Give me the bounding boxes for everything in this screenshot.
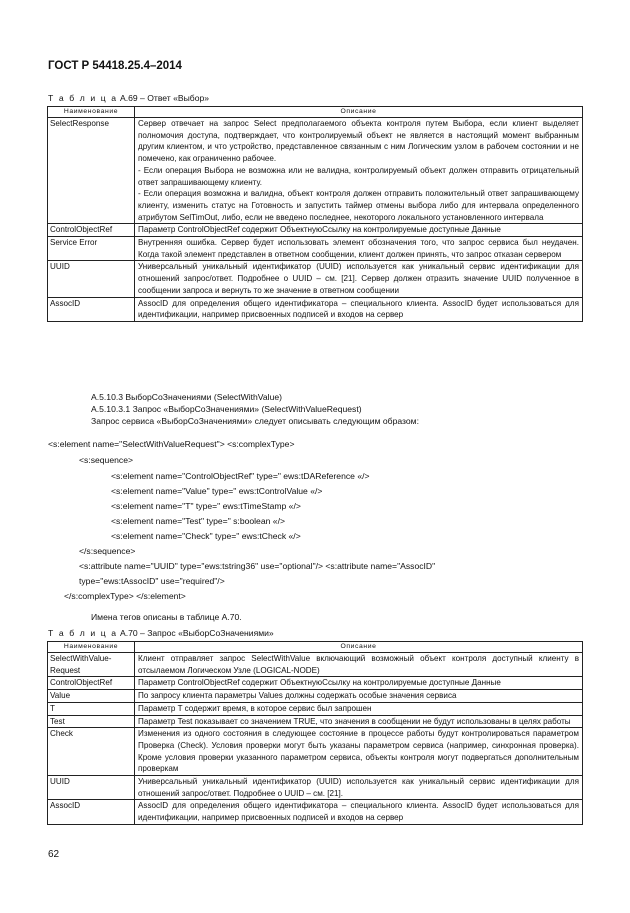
table-row xyxy=(48,224,583,237)
row-name: Value xyxy=(48,690,135,703)
table-row xyxy=(48,653,583,677)
row-name: Check xyxy=(48,728,135,776)
caption-prefix: Т а б л и ц а xyxy=(48,93,118,103)
row-desc: Изменения из одного состояния в следующее состояние в процессе работы будут контролироваться параметром Проверка (Check). Условия проверки могут быть указаны параметром сервиса (например, синхронная проверка). Кроме условия проверки указанного параметром сервиса, объекты контроля могут подвергаться дополнительным проверкам xyxy=(135,728,583,776)
row-name: SelectWithValue-Request xyxy=(48,653,135,677)
row-name: ControlObjectRef xyxy=(48,224,135,237)
col-header-name: Наименование xyxy=(48,107,135,118)
row-desc-para: - Если операция возможна и валидна, объект контроля должен отправить положительный ответ запрашивающему клиенту, изменить статус на Готовность и запустить таймер отмены выбора либо для интервала определенного атрибутом SelTimOut, либо, если не введено последнее, некоторого локального установленного интервала xyxy=(138,189,579,222)
row-desc: Универсальный уникальный идентификатор (UUID) используется как уникальный сервис идентификации для отношений запрос/ответ. Подробнее о UUID – см. [21]. xyxy=(135,776,583,800)
code-line: <s:element name="ControlObjectRef" type=" ews:tDAReference «/> xyxy=(111,471,370,481)
row-desc: Параметр ControlObjectRef содержит ОбъектнуюСсылку на контролируемые доступные Данные xyxy=(135,224,583,237)
col-header-desc: Описание xyxy=(135,107,583,118)
code-line: <s:element name="Check" type=" ews:tCheck «/> xyxy=(111,531,301,541)
document-header: ГОСТ Р 54418.25.4–2014 xyxy=(48,60,182,72)
code-line: <s:sequence> xyxy=(79,455,133,465)
row-desc: Клиент отправляет запрос SelectWithValue включающий возможный объект контроля доступный клиенту в отсылаемом Логическом Узле (LOGICAL-NODE) xyxy=(135,653,583,677)
table-header-row xyxy=(48,642,583,653)
code-line: <s:attribute name="UUID" type="ews:tstring36" use="optional"/> <s:attribute name="AssocID" xyxy=(79,561,436,571)
table-69 xyxy=(47,106,583,322)
table-row xyxy=(48,237,583,261)
table-70-caption xyxy=(48,628,274,638)
section-heading: А.5.10.3 ВыборСоЗначениями (SelectWithValue) xyxy=(91,392,282,402)
table-70 xyxy=(47,641,583,825)
table-69-caption xyxy=(48,93,209,103)
row-name: AssocID xyxy=(48,297,135,321)
row-desc-para: Сервер отвечает на запрос Select предполагаемого объекта контроля путем Выбора, если клиент выделяет полномочия доступа, подтверждает, что контролируемый объект не является в настоящий момент выбранным другим клиентом, и что устройство, представленное связанным с ним Логическим узлом в рабочем состоянии и не помечено, как ограниченно рабочее. xyxy=(138,119,579,164)
code-line: <s:element name="Test" type=" s:boolean «/> xyxy=(111,516,285,526)
col-header-name: Наименование xyxy=(48,642,135,653)
caption-text: А.70 – Запрос «ВыборСоЗначениями» xyxy=(117,628,274,638)
row-desc: Универсальный уникальный идентификатор (UUID) используется как уникальный сервис идентификации для отношений запрос/ответ. Подробнее о UUID – см. [21]. Сервер должен отразить значение UUID полученное в сообщении запроса и вернуть то же значение в ответном сообщении xyxy=(135,261,583,297)
note-paragraph: Имена тегов описаны в таблице А.70. xyxy=(91,612,242,622)
table-row xyxy=(48,118,583,224)
code-line: type="ews:tAssocID" use="required"/> xyxy=(79,576,225,586)
code-line: <s:element name="Value" type=" ews:tControlValue «/> xyxy=(111,486,323,496)
table-row xyxy=(48,702,583,715)
row-desc: Внутренняя ошибка. Сервер будет использовать элемент обозначения того, что запрос сервиса был неудачен. Когда такой элемент представлен в ответном сообщении, клиент должен принять, что запрос отказан сервером xyxy=(135,237,583,261)
page-number: 62 xyxy=(48,849,60,860)
table-row xyxy=(48,728,583,776)
code-line: </s:complexType> </s:element> xyxy=(64,591,186,601)
table-row xyxy=(48,677,583,690)
row-name: Test xyxy=(48,715,135,728)
subsection-heading: А.5.10.3.1 Запрос «ВыборСоЗначениями» (SelectWithValueRequest) xyxy=(91,404,362,414)
code-line: <s:element name="SelectWithValueRequest"> <s:complexType> xyxy=(48,439,295,449)
row-name: AssocID xyxy=(48,800,135,824)
row-desc: Параметр T содержит время, в которое сервис был запрошен xyxy=(135,702,583,715)
table-header-row xyxy=(48,107,583,118)
row-name: ControlObjectRef xyxy=(48,677,135,690)
caption-prefix: Т а б л и ц а xyxy=(48,628,118,638)
table-row xyxy=(48,297,583,321)
row-desc: AssocID для определения общего идентификатора – специального клиента. AssocID будет использоваться для идентификации, например присвоенных подписей и входов на сервер xyxy=(135,297,583,321)
row-desc: Параметр ControlObjectRef содержит ОбъектнуюСсылку на контролируемые доступные Данные xyxy=(135,677,583,690)
table-row xyxy=(48,261,583,297)
row-name: UUID xyxy=(48,776,135,800)
section-paragraph: Запрос сервиса «ВыборСоЗначениями» следует описывать следующим образом: xyxy=(91,416,419,426)
table-row xyxy=(48,776,583,800)
row-name: Service Error xyxy=(48,237,135,261)
row-desc: По запросу клиента параметры Values должны содержать особые значения сервиса xyxy=(135,690,583,703)
row-desc: Параметр Test показывает со значением TRUE, что значения в сообщении не будут использованы в целях работы xyxy=(135,715,583,728)
col-header-desc: Описание xyxy=(135,642,583,653)
row-desc: AssocID для определения общего идентификатора – специального клиента. AssocID будет использоваться для идентификации, например присвоенных подписей и входов на сервер xyxy=(135,800,583,824)
row-desc xyxy=(135,118,583,224)
code-line: <s:element name="T" type=" ews:tTimeStamp «/> xyxy=(111,501,301,511)
code-line: </s:sequence> xyxy=(79,546,136,556)
row-name: UUID xyxy=(48,261,135,297)
table-row xyxy=(48,715,583,728)
row-name: T xyxy=(48,702,135,715)
table-row xyxy=(48,690,583,703)
table-row xyxy=(48,800,583,824)
row-desc-para: - Если операция Выбора не возможна или не валидна, контролируемый объект должен отправить отрицательный ответ запрашивающему клиенту. xyxy=(138,165,579,187)
row-name: SelectResponse xyxy=(48,118,135,224)
caption-text: А.69 – Ответ «Выбор» xyxy=(117,93,210,103)
